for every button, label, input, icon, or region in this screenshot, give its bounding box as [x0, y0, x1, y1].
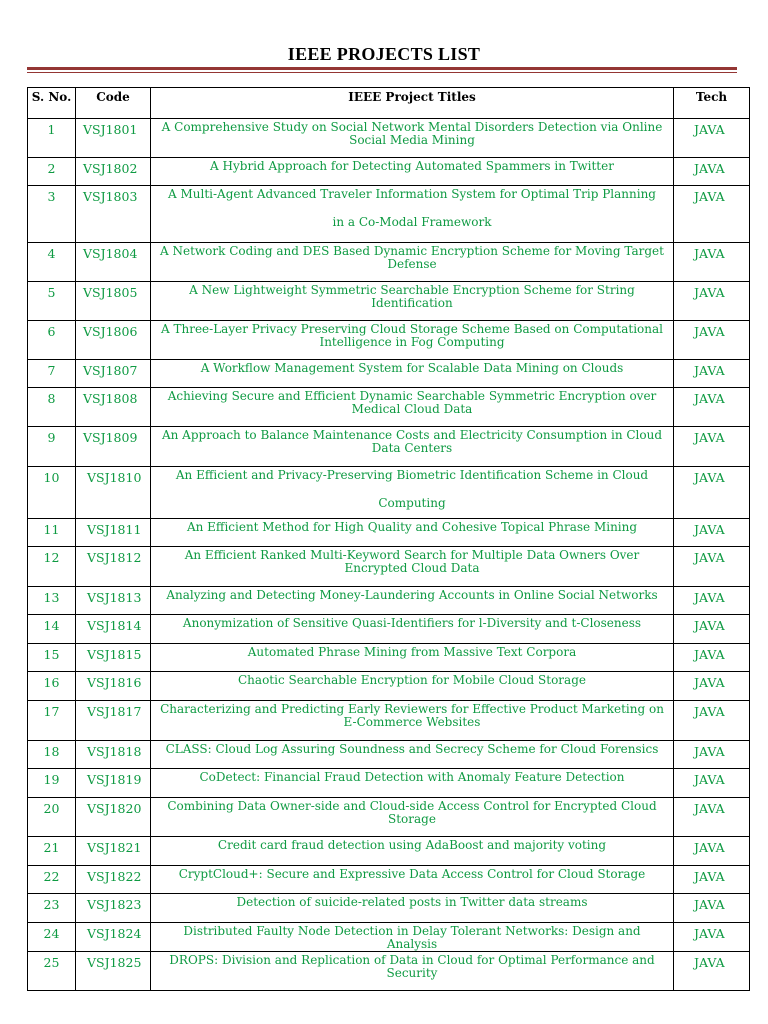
projects-table — [27, 87, 750, 991]
row-title — [151, 894, 674, 923]
row-code: VSJ1811 — [76, 519, 151, 547]
row-sno: 20 — [28, 798, 76, 837]
row-code: VSJ1822 — [76, 866, 151, 894]
row-tech: JAVA — [674, 587, 750, 615]
row-title-text: Chaotic Searchable Encryption for Mobile Cloud Storage — [238, 673, 586, 687]
row-code: VSJ1808 — [76, 388, 151, 427]
table-header-row — [28, 88, 750, 119]
row-tech: JAVA — [674, 467, 750, 519]
header-sno: S. No. — [28, 88, 76, 119]
row-sno: 7 — [28, 360, 76, 388]
row-tech: JAVA — [674, 519, 750, 547]
row-tech: JAVA — [674, 243, 750, 282]
row-sno: 13 — [28, 587, 76, 615]
row-code: VSJ1824 — [76, 923, 151, 952]
row-title-text: Characterizing and Predicting Early Reviewers for Effective Product Marketing on E-Commerce Websites — [160, 702, 664, 729]
row-title-text: Achieving Secure and Efficient Dynamic Searchable Symmetric Encryption over Medical Cloud Data — [167, 389, 657, 416]
row-tech: JAVA — [674, 894, 750, 923]
row-title — [151, 186, 674, 243]
row-title — [151, 866, 674, 894]
row-title-text: An Efficient and Privacy-Preserving Biometric Identification Scheme in Cloud — [175, 468, 649, 482]
row-sno: 17 — [28, 701, 76, 741]
table-row — [28, 798, 750, 837]
row-title — [151, 615, 674, 644]
row-title-text: Distributed Faulty Node Detection in Delay Tolerant Networks: Design and Analysis — [183, 924, 641, 951]
table-row — [28, 158, 750, 186]
row-code: VSJ1806 — [76, 321, 151, 360]
row-tech: JAVA — [674, 952, 750, 991]
title-rule-thin — [27, 72, 737, 73]
row-code: VSJ1823 — [76, 894, 151, 923]
row-code: VSJ1825 — [76, 952, 151, 991]
row-title-text: Automated Phrase Mining from Massive Text Corpora — [247, 645, 577, 659]
table-row — [28, 388, 750, 427]
table-row — [28, 672, 750, 701]
row-title — [151, 119, 674, 158]
row-sno: 18 — [28, 741, 76, 769]
row-tech: JAVA — [674, 837, 750, 866]
row-sno: 25 — [28, 952, 76, 991]
row-code: VSJ1815 — [76, 644, 151, 672]
header-code: Code — [76, 88, 151, 119]
row-tech: JAVA — [674, 923, 750, 952]
row-sno: 22 — [28, 866, 76, 894]
row-title-text: An Efficient Method for High Quality and Cohesive Topical Phrase Mining — [186, 520, 638, 534]
row-tech: JAVA — [674, 701, 750, 741]
table-row — [28, 243, 750, 282]
table-row — [28, 644, 750, 672]
row-code: VSJ1807 — [76, 360, 151, 388]
row-code: VSJ1820 — [76, 798, 151, 837]
row-title-text: Anonymization of Sensitive Quasi-Identifiers for l-Diversity and t-Closeness — [182, 616, 642, 630]
row-tech: JAVA — [674, 388, 750, 427]
table-row — [28, 866, 750, 894]
row-code: VSJ1802 — [76, 158, 151, 186]
table-row — [28, 923, 750, 952]
row-sno: 3 — [28, 186, 76, 243]
row-code: VSJ1805 — [76, 282, 151, 321]
row-tech: JAVA — [674, 798, 750, 837]
title-rule-thick — [27, 67, 737, 70]
row-sno: 21 — [28, 837, 76, 866]
row-code: VSJ1819 — [76, 769, 151, 798]
table-row — [28, 321, 750, 360]
table-row — [28, 769, 750, 798]
row-title — [151, 519, 674, 547]
row-code: VSJ1814 — [76, 615, 151, 644]
row-sno: 8 — [28, 388, 76, 427]
table-row — [28, 360, 750, 388]
row-title-text: DROPS: Division and Replication of Data in Cloud for Optimal Performance and Security — [169, 953, 655, 980]
table-row — [28, 519, 750, 547]
row-title — [151, 769, 674, 798]
row-title — [151, 837, 674, 866]
row-sno: 12 — [28, 547, 76, 587]
row-code: VSJ1818 — [76, 741, 151, 769]
row-title-text: Analyzing and Detecting Money-Laundering Accounts in Online Social Networks — [166, 588, 658, 602]
table-row — [28, 547, 750, 587]
row-code: VSJ1810 — [76, 467, 151, 519]
row-title-text: A Workflow Management System for Scalable Data Mining on Clouds — [200, 361, 624, 375]
row-tech: JAVA — [674, 769, 750, 798]
table-row — [28, 741, 750, 769]
row-title-text: An Efficient Ranked Multi-Keyword Search for Multiple Data Owners Over Encrypted Cloud Data — [184, 548, 640, 575]
row-tech: JAVA — [674, 547, 750, 587]
row-title-text: A Multi-Agent Advanced Traveler Information System for Optimal Trip Planning — [168, 187, 656, 201]
row-sno: 1 — [28, 119, 76, 158]
table-row — [28, 837, 750, 866]
row-tech: JAVA — [674, 615, 750, 644]
row-tech: JAVA — [674, 186, 750, 243]
row-code: VSJ1816 — [76, 672, 151, 701]
row-tech: JAVA — [674, 158, 750, 186]
table-row — [28, 701, 750, 741]
row-code: VSJ1809 — [76, 427, 151, 467]
row-title-continuation: Computing — [378, 496, 446, 510]
row-title — [151, 798, 674, 837]
row-title-continuation: in a Co-Modal Framework — [332, 215, 492, 229]
table-row — [28, 952, 750, 991]
table-row — [28, 615, 750, 644]
table-row — [28, 894, 750, 923]
row-title-text: A Network Coding and DES Based Dynamic Encryption Scheme for Moving Target Defense — [160, 244, 664, 271]
row-code: VSJ1813 — [76, 587, 151, 615]
row-title — [151, 547, 674, 587]
row-title — [151, 672, 674, 701]
row-title-text: A New Lightweight Symmetric Searchable Encryption Scheme for String Identification — [189, 283, 635, 310]
row-title — [151, 952, 674, 991]
row-title-text: CLASS: Cloud Log Assuring Soundness and Secrecy Scheme for Cloud Forensics — [165, 742, 659, 756]
row-title — [151, 923, 674, 952]
table-row — [28, 186, 750, 243]
row-sno: 2 — [28, 158, 76, 186]
row-title — [151, 243, 674, 282]
row-title — [151, 360, 674, 388]
row-title — [151, 644, 674, 672]
row-sno: 4 — [28, 243, 76, 282]
row-tech: JAVA — [674, 282, 750, 321]
row-sno: 24 — [28, 923, 76, 952]
table-row — [28, 467, 750, 519]
row-title-text: CryptCloud+: Secure and Expressive Data Access Control for Cloud Storage — [178, 867, 646, 881]
row-sno: 14 — [28, 615, 76, 644]
row-title — [151, 467, 674, 519]
row-sno: 15 — [28, 644, 76, 672]
header-tech: Tech — [674, 88, 750, 119]
row-sno: 23 — [28, 894, 76, 923]
row-title — [151, 321, 674, 360]
row-title — [151, 701, 674, 741]
row-sno: 11 — [28, 519, 76, 547]
row-title-text: A Three-Layer Privacy Preserving Cloud Storage Scheme Based on Computational Intelligence in Fog Computing — [161, 322, 663, 349]
row-title-text: Detection of suicide-related posts in Twitter data streams — [236, 895, 588, 909]
row-title-text: Credit card fraud detection using AdaBoost and majority voting — [217, 838, 607, 852]
row-code: VSJ1803 — [76, 186, 151, 243]
row-sno: 19 — [28, 769, 76, 798]
row-code: VSJ1817 — [76, 701, 151, 741]
row-tech: JAVA — [674, 360, 750, 388]
row-title-text: CoDetect: Financial Fraud Detection with Anomaly Feature Detection — [199, 770, 625, 784]
row-sno: 9 — [28, 427, 76, 467]
row-title-text: An Approach to Balance Maintenance Costs and Electricity Consumption in Cloud Data Centers — [161, 428, 663, 455]
row-code: VSJ1804 — [76, 243, 151, 282]
row-code: VSJ1801 — [76, 119, 151, 158]
row-title — [151, 158, 674, 186]
row-title — [151, 427, 674, 467]
header-title: IEEE Project Titles — [151, 88, 674, 119]
table-row — [28, 587, 750, 615]
row-title-text: Combining Data Owner-side and Cloud-side Access Control for Encrypted Cloud Storage — [167, 799, 657, 826]
row-sno: 6 — [28, 321, 76, 360]
row-tech: JAVA — [674, 672, 750, 701]
row-title — [151, 388, 674, 427]
row-title-text: A Comprehensive Study on Social Network Mental Disorders Detection via Online Social Media Mining — [161, 120, 663, 147]
row-sno: 10 — [28, 467, 76, 519]
row-code: VSJ1812 — [76, 547, 151, 587]
row-title — [151, 741, 674, 769]
row-code: VSJ1821 — [76, 837, 151, 866]
row-tech: JAVA — [674, 119, 750, 158]
row-tech: JAVA — [674, 741, 750, 769]
row-tech: JAVA — [674, 321, 750, 360]
row-tech: JAVA — [674, 866, 750, 894]
table-row — [28, 427, 750, 467]
row-title — [151, 587, 674, 615]
table-row — [28, 282, 750, 321]
row-tech: JAVA — [674, 644, 750, 672]
page-title: IEEE PROJECTS LIST — [287, 44, 481, 64]
row-title — [151, 282, 674, 321]
row-sno: 16 — [28, 672, 76, 701]
table-row — [28, 119, 750, 158]
row-title-text: A Hybrid Approach for Detecting Automated Spammers in Twitter — [210, 159, 614, 173]
row-tech: JAVA — [674, 427, 750, 467]
row-sno: 5 — [28, 282, 76, 321]
